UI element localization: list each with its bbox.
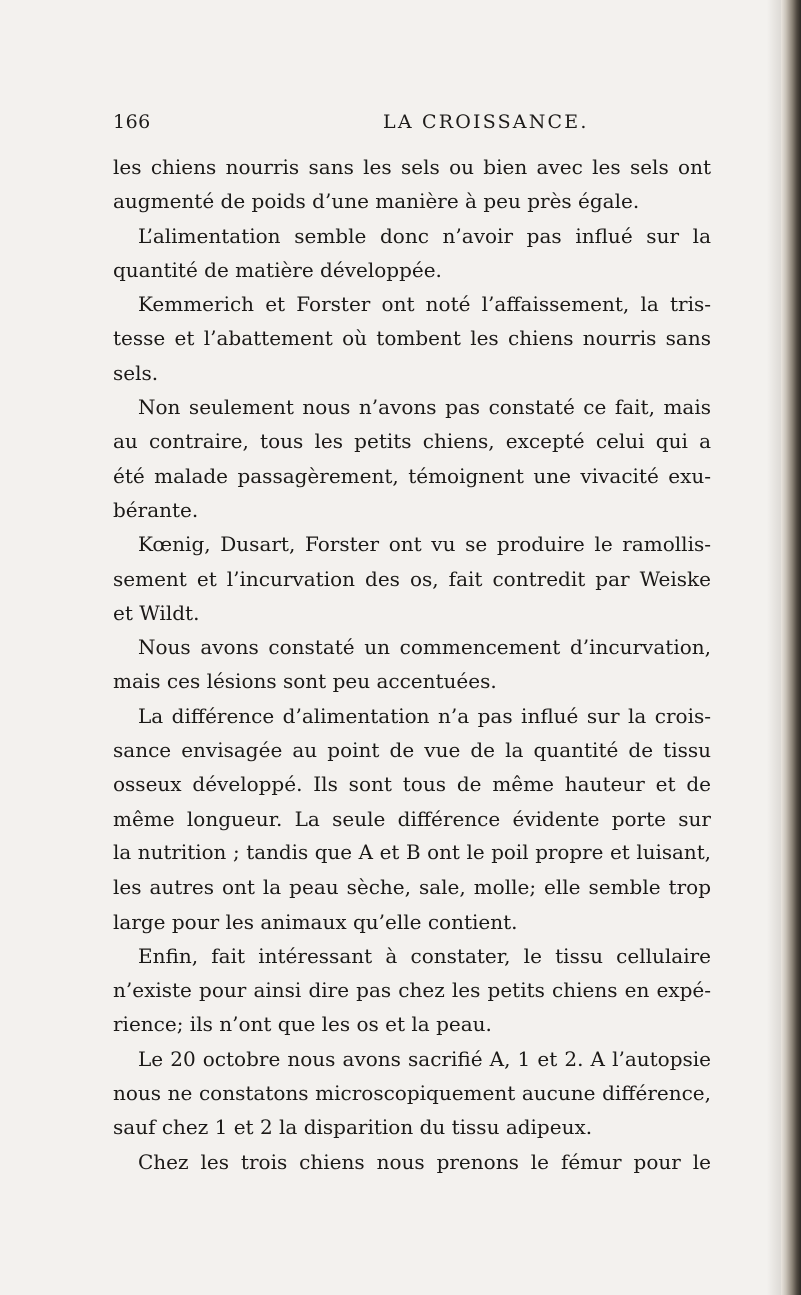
text-line: quantité de matière développée. <box>113 257 442 282</box>
text-line: tesse et l’abattement où tombent les chiens nourris sans <box>113 326 711 351</box>
text-line: sement et l’incurvation des os, fait contredit par Weiske <box>113 566 711 591</box>
text-line: les chiens nourris sans les sels ou bien avec les sels ont <box>113 155 711 179</box>
text-line: Non seulement nous n’avons pas constaté ce fait, mais <box>138 395 711 420</box>
text-line: Chez les trois chiens nous prenons le fémur pour le <box>138 1149 711 1174</box>
text-line: sauf chez 1 et 2 la disparition du tissu adipeux. <box>113 1115 593 1140</box>
text-line: sels. <box>113 360 159 385</box>
binding-shadow <box>767 0 781 1295</box>
text-line: Le 20 octobre nous avons sacrifié A, 1 et 2. A l’autopsie <box>138 1046 711 1071</box>
text-line: Enfin, fait intéressant à constater, le tissu cellulaire <box>138 943 711 968</box>
binding-edge <box>781 0 801 1295</box>
text-line: osseux développé. Ils sont tous de même hauteur et de <box>113 772 711 797</box>
text-line: Nous avons constaté un commencement d’incurvation, <box>138 635 711 660</box>
text-line: été malade passagèrement, témoignent une vivacité exu- <box>113 463 711 488</box>
text-line: mais ces lésions sont peu accentuées. <box>113 669 497 694</box>
text-line: large pour les animaux qu’elle contient. <box>113 909 518 934</box>
text-line: les autres ont la peau sèche, sale, molle; elle semble trop <box>113 875 711 900</box>
running-title: LA CROISSANCE. <box>383 111 589 133</box>
text-line: bérante. <box>113 497 199 522</box>
text-line: et Wildt. <box>113 600 200 625</box>
text-line: augmenté de poids d’une manière à peu près égale. <box>113 189 640 214</box>
text-line: Kemmerich et Forster ont noté l’affaissement, la tris- <box>138 292 711 317</box>
text-line: rience; ils n’ont que les os et la peau. <box>113 1012 492 1037</box>
text-line: au contraire, tous les petits chiens, excepté celui qui a <box>113 429 711 454</box>
running-head <box>113 111 713 137</box>
text-line: Kœnig, Dusart, Forster ont vu se produire le ramollis- <box>138 532 711 557</box>
text-line: n’existe pour ainsi dire pas chez les petits chiens en expé- <box>113 978 711 1003</box>
text-line: L’alimentation semble donc n’avoir pas influé sur la <box>138 223 711 248</box>
page-number: 166 <box>113 111 151 133</box>
text-line: sance envisagée au point de vue de la quantité de tissu <box>113 738 711 763</box>
text-line: la nutrition ; tandis que A et B ont le poil propre et luisant, <box>113 840 711 864</box>
text-line: La différence d’alimentation n’a pas influé sur la crois- <box>138 703 711 728</box>
text-line: nous ne constatons microscopiquement aucune différence, <box>113 1081 711 1106</box>
text-line: même longueur. La seule différence évidente porte sur <box>113 806 711 831</box>
body-text <box>113 150 711 1179</box>
